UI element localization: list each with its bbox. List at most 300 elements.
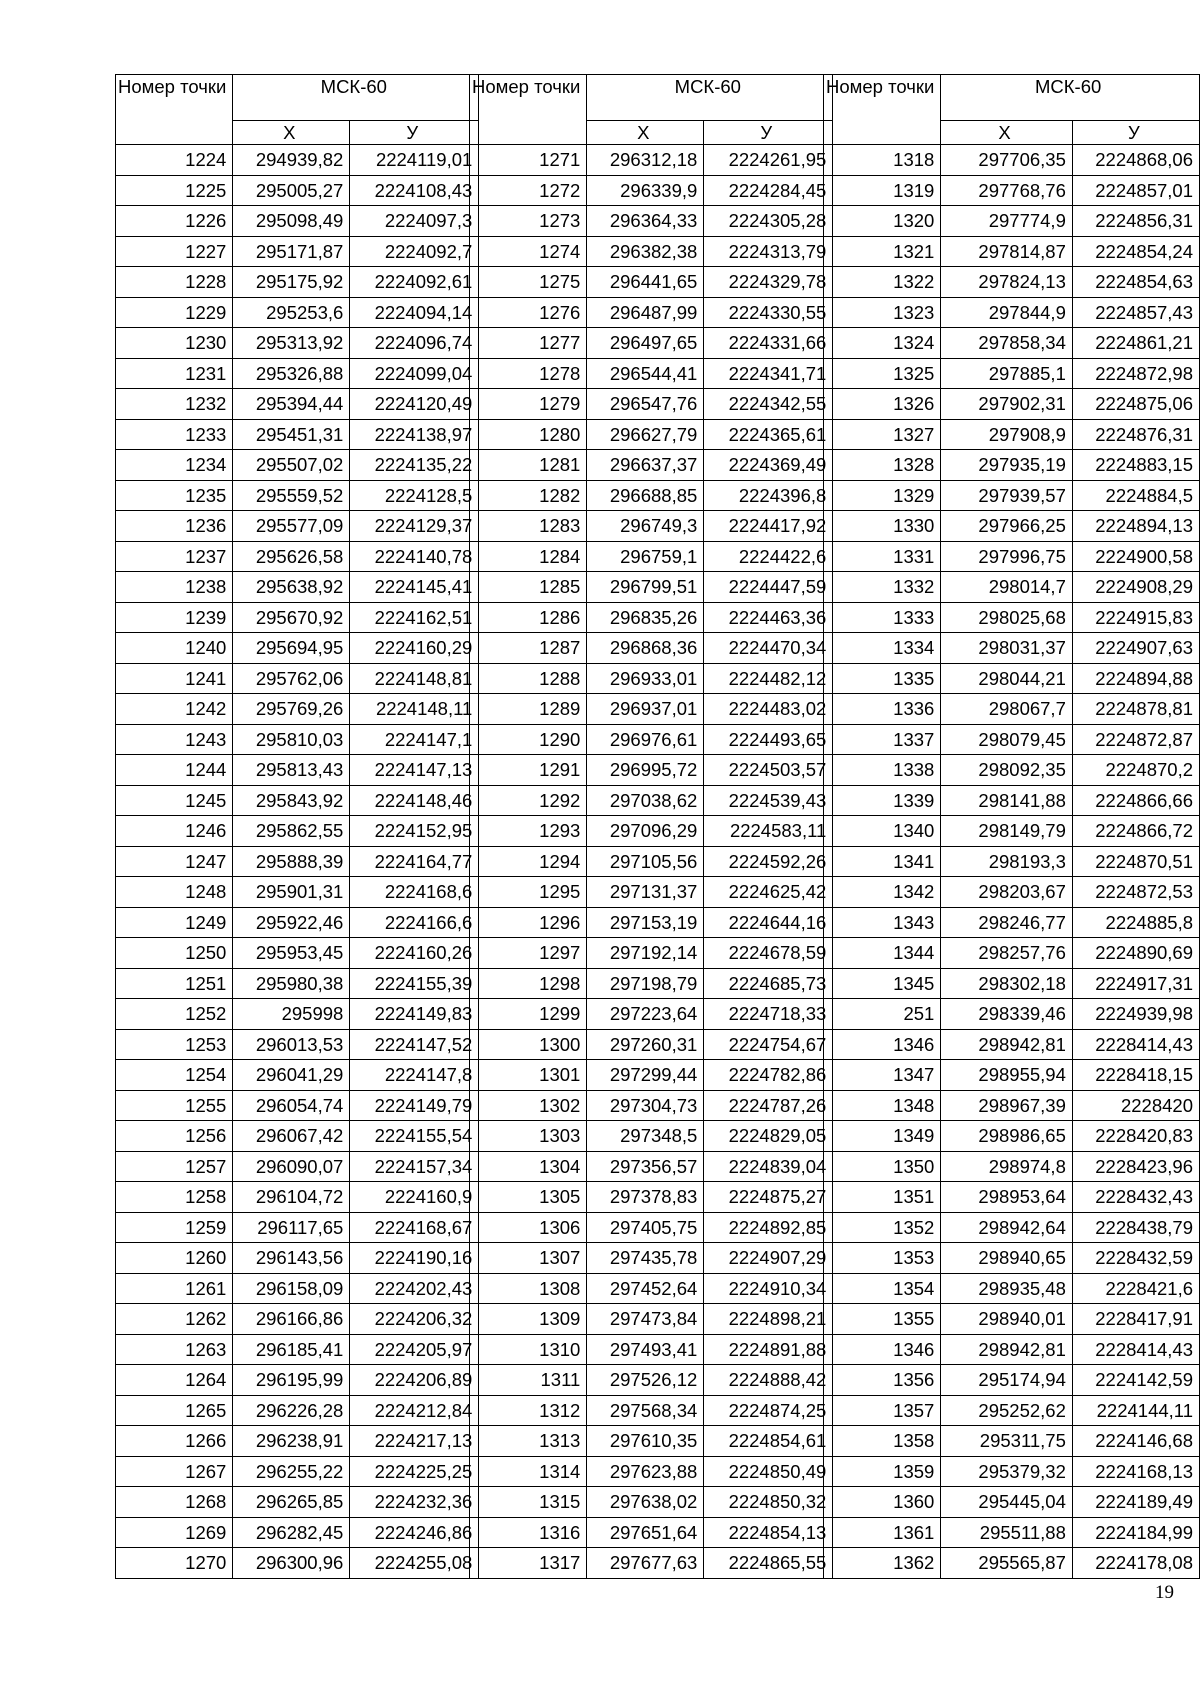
- table-row: [824, 694, 1200, 725]
- x-coordinate-cell: 297623,88: [587, 1456, 704, 1487]
- y-coordinate-cell: 2224092,61: [350, 267, 479, 298]
- y-header: У: [350, 121, 479, 145]
- point-number-cell: 1257: [116, 1151, 233, 1182]
- table-row: [116, 1151, 479, 1182]
- point-number-cell: 1360: [824, 1487, 941, 1518]
- point-number-cell: 1322: [824, 267, 941, 298]
- table-row: [470, 236, 833, 267]
- point-number-cell: 1328: [824, 450, 941, 481]
- point-number-cell: 1249: [116, 907, 233, 938]
- point-number-cell: 1301: [470, 1060, 587, 1091]
- point-number-cell: 1297: [470, 938, 587, 969]
- x-coordinate-cell: 295922,46: [233, 907, 350, 938]
- table-row: [470, 724, 833, 755]
- point-number-cell: 1290: [470, 724, 587, 755]
- y-coordinate-cell: 2224157,34: [350, 1151, 479, 1182]
- y-coordinate-cell: 2224878,81: [1072, 694, 1199, 725]
- table-row: [116, 633, 479, 664]
- y-coordinate-cell: 2224868,06: [1072, 145, 1199, 176]
- x-coordinate-cell: 296637,37: [587, 450, 704, 481]
- table-row: [470, 1395, 833, 1426]
- point-number-cell: 1245: [116, 785, 233, 816]
- x-coordinate-cell: 297405,75: [587, 1212, 704, 1243]
- point-number-cell: 1294: [470, 846, 587, 877]
- y-coordinate-cell: 2224145,41: [350, 572, 479, 603]
- x-coordinate-cell: 297452,64: [587, 1273, 704, 1304]
- point-number-cell: 1346: [824, 1029, 941, 1060]
- y-coordinate-cell: 2224152,95: [350, 816, 479, 847]
- y-coordinate-cell: 2224232,36: [350, 1487, 479, 1518]
- x-coordinate-cell: 297706,35: [941, 145, 1073, 176]
- y-coordinate-cell: 2224503,57: [704, 755, 833, 786]
- table-row: [116, 602, 479, 633]
- y-coordinate-cell: 2224148,11: [350, 694, 479, 725]
- x-coordinate-cell: 297105,56: [587, 846, 704, 877]
- point-number-header: Номер точки: [824, 75, 941, 145]
- y-coordinate-cell: 2224330,55: [704, 297, 833, 328]
- x-coordinate-cell: 296226,28: [233, 1395, 350, 1426]
- x-coordinate-cell: 296627,79: [587, 419, 704, 450]
- table-row: [824, 1426, 1200, 1457]
- y-coordinate-cell: 2224120,49: [350, 389, 479, 420]
- point-number-cell: 1271: [470, 145, 587, 176]
- y-coordinate-cell: 2224463,36: [704, 602, 833, 633]
- table-row: [470, 694, 833, 725]
- x-coordinate-cell: 298339,46: [941, 999, 1073, 1030]
- table-row: [824, 511, 1200, 542]
- point-number-cell: 1246: [116, 816, 233, 847]
- y-coordinate-cell: 2224155,54: [350, 1121, 479, 1152]
- y-header: У: [1072, 121, 1199, 145]
- y-coordinate-cell: 2224096,74: [350, 328, 479, 359]
- table-row: [470, 663, 833, 694]
- point-number-cell: 1342: [824, 877, 941, 908]
- x-coordinate-cell: 295980,38: [233, 968, 350, 999]
- x-coordinate-cell: 298967,39: [941, 1090, 1073, 1121]
- x-coordinate-cell: 296382,38: [587, 236, 704, 267]
- x-coordinate-cell: 296158,09: [233, 1273, 350, 1304]
- table-row: [470, 328, 833, 359]
- x-coordinate-cell: 297939,57: [941, 480, 1073, 511]
- point-number-cell: 1306: [470, 1212, 587, 1243]
- y-coordinate-cell: 2224854,13: [704, 1517, 833, 1548]
- table-row: [116, 1121, 479, 1152]
- y-coordinate-cell: 2224190,16: [350, 1243, 479, 1274]
- table-row: [470, 267, 833, 298]
- point-number-cell: 1347: [824, 1060, 941, 1091]
- x-coordinate-cell: 295638,92: [233, 572, 350, 603]
- x-coordinate-cell: 298955,94: [941, 1060, 1073, 1091]
- table-row: [470, 846, 833, 877]
- table-row: [116, 846, 479, 877]
- y-coordinate-cell: 2224329,78: [704, 267, 833, 298]
- point-number-cell: 1278: [470, 358, 587, 389]
- y-coordinate-cell: 2224168,67: [350, 1212, 479, 1243]
- table-row: [824, 846, 1200, 877]
- y-coordinate-cell: 2224313,79: [704, 236, 833, 267]
- table-row: [470, 785, 833, 816]
- table-row: [116, 999, 479, 1030]
- point-number-cell: 1275: [470, 267, 587, 298]
- y-coordinate-cell: 2224866,66: [1072, 785, 1199, 816]
- x-coordinate-cell: 294939,82: [233, 145, 350, 176]
- point-number-cell: 1330: [824, 511, 941, 542]
- point-number-cell: 1227: [116, 236, 233, 267]
- table-row: [824, 1395, 1200, 1426]
- y-coordinate-cell: 2224417,92: [704, 511, 833, 542]
- table-row: [116, 1304, 479, 1335]
- table-row: [116, 877, 479, 908]
- point-number-cell: 1284: [470, 541, 587, 572]
- x-coordinate-cell: 295626,58: [233, 541, 350, 572]
- x-coordinate-cell: 296166,86: [233, 1304, 350, 1335]
- y-coordinate-cell: 2224396,8: [704, 480, 833, 511]
- x-coordinate-cell: 298193,3: [941, 846, 1073, 877]
- point-number-cell: 1277: [470, 328, 587, 359]
- point-number-cell: 1251: [116, 968, 233, 999]
- table-row: [470, 1456, 833, 1487]
- point-number-cell: 1255: [116, 1090, 233, 1121]
- point-number-cell: 1230: [116, 328, 233, 359]
- table-row: [116, 1426, 479, 1457]
- x-coordinate-cell: 298935,48: [941, 1273, 1073, 1304]
- x-coordinate-cell: 296487,99: [587, 297, 704, 328]
- x-coordinate-cell: 296497,65: [587, 328, 704, 359]
- table-row: [116, 145, 479, 176]
- point-number-cell: 1351: [824, 1182, 941, 1213]
- x-coordinate-cell: 296185,41: [233, 1334, 350, 1365]
- table-row: [824, 1060, 1200, 1091]
- y-coordinate-cell: 2224261,95: [704, 145, 833, 176]
- table-row: [824, 785, 1200, 816]
- x-coordinate-cell: 295762,06: [233, 663, 350, 694]
- y-coordinate-cell: 2224854,63: [1072, 267, 1199, 298]
- table-row: [116, 1365, 479, 1396]
- table-row: [116, 1060, 479, 1091]
- table-row: [116, 1548, 479, 1579]
- y-coordinate-cell: 2224493,65: [704, 724, 833, 755]
- x-coordinate-cell: 297677,63: [587, 1548, 704, 1579]
- table-row: [824, 1029, 1200, 1060]
- x-coordinate-cell: 295175,92: [233, 267, 350, 298]
- y-coordinate-cell: 2224875,27: [704, 1182, 833, 1213]
- coordinate-system-header: МСК-60: [233, 75, 479, 121]
- table-row: [824, 1090, 1200, 1121]
- table-row: [116, 1182, 479, 1213]
- table-row: [824, 1487, 1200, 1518]
- x-coordinate-cell: 296835,26: [587, 602, 704, 633]
- y-coordinate-cell: 2224875,06: [1072, 389, 1199, 420]
- point-number-cell: 1326: [824, 389, 941, 420]
- x-header: Х: [587, 121, 704, 145]
- x-coordinate-cell: 297996,75: [941, 541, 1073, 572]
- page-number: 19: [1155, 1582, 1174, 1603]
- table-row: [116, 1212, 479, 1243]
- y-coordinate-cell: 2224850,32: [704, 1487, 833, 1518]
- table-row: [824, 1273, 1200, 1304]
- x-coordinate-cell: 295253,6: [233, 297, 350, 328]
- y-coordinate-cell: 2224155,39: [350, 968, 479, 999]
- point-number-cell: 1237: [116, 541, 233, 572]
- point-number-cell: 1293: [470, 816, 587, 847]
- x-header: Х: [233, 121, 350, 145]
- table-row: [470, 1304, 833, 1335]
- point-number-cell: 1262: [116, 1304, 233, 1335]
- x-coordinate-cell: 297131,37: [587, 877, 704, 908]
- coordinates-table-1: [115, 74, 479, 1579]
- x-coordinate-cell: 297844,9: [941, 297, 1073, 328]
- point-number-header: Номер точки: [470, 75, 587, 145]
- point-number-cell: 1348: [824, 1090, 941, 1121]
- x-coordinate-cell: 296749,3: [587, 511, 704, 542]
- y-coordinate-cell: 2224212,84: [350, 1395, 479, 1426]
- table-row: [116, 907, 479, 938]
- x-coordinate-cell: 298942,81: [941, 1334, 1073, 1365]
- x-coordinate-cell: 297096,29: [587, 816, 704, 847]
- x-coordinate-cell: 295565,87: [941, 1548, 1073, 1579]
- x-coordinate-cell: 298031,37: [941, 633, 1073, 664]
- point-number-cell: 1358: [824, 1426, 941, 1457]
- x-coordinate-cell: 296868,36: [587, 633, 704, 664]
- y-coordinate-cell: 2224592,26: [704, 846, 833, 877]
- table-row: [470, 419, 833, 450]
- point-number-cell: 1282: [470, 480, 587, 511]
- point-number-cell: 1273: [470, 206, 587, 237]
- x-coordinate-cell: 297299,44: [587, 1060, 704, 1091]
- point-number-cell: 1281: [470, 450, 587, 481]
- x-coordinate-cell: 298141,88: [941, 785, 1073, 816]
- y-coordinate-cell: 2224099,04: [350, 358, 479, 389]
- x-coordinate-cell: 295394,44: [233, 389, 350, 420]
- table-row: [116, 816, 479, 847]
- y-coordinate-cell: 2224754,67: [704, 1029, 833, 1060]
- x-coordinate-cell: 298974,8: [941, 1151, 1073, 1182]
- point-number-cell: 1316: [470, 1517, 587, 1548]
- table-row: [470, 480, 833, 511]
- y-coordinate-cell: 2224184,99: [1072, 1517, 1199, 1548]
- point-number-cell: 1356: [824, 1365, 941, 1396]
- x-coordinate-cell: 295694,95: [233, 633, 350, 664]
- x-coordinate-cell: 296067,42: [233, 1121, 350, 1152]
- table-row: [824, 1304, 1200, 1335]
- y-coordinate-cell: 2224160,29: [350, 633, 479, 664]
- point-number-cell: 1280: [470, 419, 587, 450]
- point-number-cell: 1305: [470, 1182, 587, 1213]
- table-row: [824, 1334, 1200, 1365]
- y-coordinate-cell: 2224870,51: [1072, 846, 1199, 877]
- table-row: [116, 694, 479, 725]
- point-number-cell: 1258: [116, 1182, 233, 1213]
- y-coordinate-cell: 2224872,53: [1072, 877, 1199, 908]
- point-number-cell: 1232: [116, 389, 233, 420]
- y-coordinate-cell: 2224144,11: [1072, 1395, 1199, 1426]
- x-coordinate-cell: 296255,22: [233, 1456, 350, 1487]
- point-number-cell: 1296: [470, 907, 587, 938]
- x-coordinate-cell: 298079,45: [941, 724, 1073, 755]
- x-coordinate-cell: 296799,51: [587, 572, 704, 603]
- table-row: [470, 1212, 833, 1243]
- point-number-cell: 1357: [824, 1395, 941, 1426]
- table-row: [470, 450, 833, 481]
- table-row: [116, 206, 479, 237]
- table-row: [824, 1456, 1200, 1487]
- x-coordinate-cell: 295174,94: [941, 1365, 1073, 1396]
- table-row: [824, 602, 1200, 633]
- y-coordinate-cell: 2228417,91: [1072, 1304, 1199, 1335]
- x-coordinate-cell: 295507,02: [233, 450, 350, 481]
- y-coordinate-cell: 2224162,51: [350, 602, 479, 633]
- table-row: [116, 1517, 479, 1548]
- y-coordinate-cell: 2224890,69: [1072, 938, 1199, 969]
- x-coordinate-cell: 297038,62: [587, 785, 704, 816]
- x-coordinate-cell: 296441,65: [587, 267, 704, 298]
- y-coordinate-cell: 2228438,79: [1072, 1212, 1199, 1243]
- point-number-cell: 1308: [470, 1273, 587, 1304]
- table-row: [116, 236, 479, 267]
- table-row: [824, 633, 1200, 664]
- table-row: [470, 145, 833, 176]
- point-number-cell: 1341: [824, 846, 941, 877]
- x-coordinate-cell: 298940,01: [941, 1304, 1073, 1335]
- point-number-cell: 1327: [824, 419, 941, 450]
- point-number-cell: 1325: [824, 358, 941, 389]
- point-number-cell: 1309: [470, 1304, 587, 1335]
- y-coordinate-cell: 2224854,24: [1072, 236, 1199, 267]
- table-row: [470, 1060, 833, 1091]
- table-row: [470, 1334, 833, 1365]
- y-coordinate-cell: 2224147,13: [350, 755, 479, 786]
- point-number-cell: 1252: [116, 999, 233, 1030]
- table-row: [470, 1243, 833, 1274]
- y-coordinate-cell: 2224149,83: [350, 999, 479, 1030]
- point-number-cell: 1323: [824, 297, 941, 328]
- table-row: [470, 633, 833, 664]
- point-number-cell: 1320: [824, 206, 941, 237]
- x-coordinate-cell: 297260,31: [587, 1029, 704, 1060]
- y-coordinate-cell: 2228418,15: [1072, 1060, 1199, 1091]
- y-coordinate-cell: 2224483,02: [704, 694, 833, 725]
- point-number-cell: 1231: [116, 358, 233, 389]
- point-number-cell: 1302: [470, 1090, 587, 1121]
- y-coordinate-cell: 2228432,59: [1072, 1243, 1199, 1274]
- y-coordinate-cell: 2224939,98: [1072, 999, 1199, 1030]
- table-row: [470, 1182, 833, 1213]
- x-coordinate-cell: 296090,07: [233, 1151, 350, 1182]
- x-coordinate-cell: 298203,67: [941, 877, 1073, 908]
- y-coordinate-cell: 2224872,98: [1072, 358, 1199, 389]
- x-coordinate-cell: 297304,73: [587, 1090, 704, 1121]
- point-number-cell: 1304: [470, 1151, 587, 1182]
- y-coordinate-cell: 2228420,83: [1072, 1121, 1199, 1152]
- point-number-header: Номер точки: [116, 75, 233, 145]
- x-coordinate-cell: 297192,14: [587, 938, 704, 969]
- table-row: [470, 572, 833, 603]
- table-row: [824, 1365, 1200, 1396]
- table-row: [470, 511, 833, 542]
- x-coordinate-cell: 295313,92: [233, 328, 350, 359]
- x-coordinate-cell: 295670,92: [233, 602, 350, 633]
- table-row: [824, 328, 1200, 359]
- x-coordinate-cell: 295953,45: [233, 938, 350, 969]
- table-row: [116, 1395, 479, 1426]
- table-row: [824, 358, 1200, 389]
- x-coordinate-cell: 297908,9: [941, 419, 1073, 450]
- y-coordinate-cell: 2224866,72: [1072, 816, 1199, 847]
- point-number-cell: 1319: [824, 175, 941, 206]
- table-row: [116, 572, 479, 603]
- point-number-cell: 1235: [116, 480, 233, 511]
- x-coordinate-cell: 296933,01: [587, 663, 704, 694]
- point-number-cell: 1224: [116, 145, 233, 176]
- point-number-cell: 1236: [116, 511, 233, 542]
- table-row: [824, 480, 1200, 511]
- point-number-cell: 1244: [116, 755, 233, 786]
- x-coordinate-cell: 296282,45: [233, 1517, 350, 1548]
- table-row: [116, 968, 479, 999]
- x-coordinate-cell: 296041,29: [233, 1060, 350, 1091]
- point-number-cell: 1279: [470, 389, 587, 420]
- x-coordinate-cell: 295559,52: [233, 480, 350, 511]
- y-coordinate-cell: 2224539,43: [704, 785, 833, 816]
- point-number-cell: 1317: [470, 1548, 587, 1579]
- x-header: Х: [941, 121, 1073, 145]
- table-row: [116, 724, 479, 755]
- table-row: [824, 968, 1200, 999]
- x-coordinate-cell: 298986,65: [941, 1121, 1073, 1152]
- x-coordinate-cell: 296104,72: [233, 1182, 350, 1213]
- y-coordinate-cell: 2224888,42: [704, 1365, 833, 1396]
- table-row: [470, 1273, 833, 1304]
- table-row: [824, 541, 1200, 572]
- y-coordinate-cell: 2228414,43: [1072, 1334, 1199, 1365]
- y-coordinate-cell: 2224206,89: [350, 1365, 479, 1396]
- coordinates-table-2: [469, 74, 833, 1579]
- x-coordinate-cell: 297610,35: [587, 1426, 704, 1457]
- point-number-cell: 1321: [824, 236, 941, 267]
- table-row: [470, 1487, 833, 1518]
- table-row: [116, 297, 479, 328]
- table-row: [824, 175, 1200, 206]
- x-coordinate-cell: 296339,9: [587, 175, 704, 206]
- x-coordinate-cell: 297935,19: [941, 450, 1073, 481]
- x-coordinate-cell: 298942,81: [941, 1029, 1073, 1060]
- table-row: [116, 175, 479, 206]
- y-coordinate-cell: 2224839,04: [704, 1151, 833, 1182]
- y-coordinate-cell: 2224246,86: [350, 1517, 479, 1548]
- x-coordinate-cell: 297774,9: [941, 206, 1073, 237]
- x-coordinate-cell: 296976,61: [587, 724, 704, 755]
- x-coordinate-cell: 296544,41: [587, 358, 704, 389]
- table-row: [824, 1121, 1200, 1152]
- point-number-cell: 1339: [824, 785, 941, 816]
- point-number-cell: 1332: [824, 572, 941, 603]
- y-coordinate-cell: 2224341,71: [704, 358, 833, 389]
- table-row: [824, 1151, 1200, 1182]
- table-row: [824, 267, 1200, 298]
- y-coordinate-cell: 2224861,21: [1072, 328, 1199, 359]
- table-row: [470, 999, 833, 1030]
- x-coordinate-cell: 295445,04: [941, 1487, 1073, 1518]
- coordinate-system-header: МСК-60: [941, 75, 1200, 121]
- point-number-cell: 1336: [824, 694, 941, 725]
- x-coordinate-cell: 295098,49: [233, 206, 350, 237]
- point-number-cell: 1276: [470, 297, 587, 328]
- y-coordinate-cell: 2224149,79: [350, 1090, 479, 1121]
- y-coordinate-cell: 2228421,6: [1072, 1273, 1199, 1304]
- table-row: [470, 602, 833, 633]
- y-coordinate-cell: 2224205,97: [350, 1334, 479, 1365]
- point-number-cell: 1261: [116, 1273, 233, 1304]
